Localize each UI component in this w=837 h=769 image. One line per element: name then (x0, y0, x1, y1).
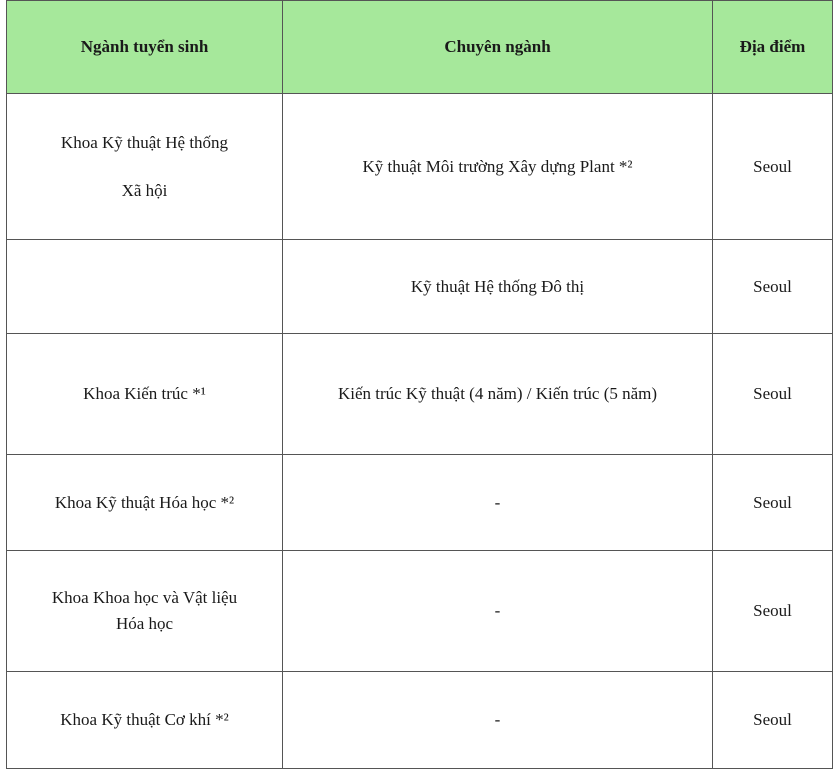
header-specialization: Chuyên ngành (283, 1, 713, 94)
admissions-table (6, 0, 833, 769)
specialization-cell: - (283, 672, 713, 769)
table-row (7, 334, 833, 455)
major-cell (7, 672, 283, 769)
major-text: Khoa Kỹ thuật Hệ thống (60, 132, 229, 152)
location-cell: Seoul (713, 455, 833, 551)
location-cell: Seoul (713, 672, 833, 769)
major-cell (7, 240, 283, 334)
major-text: Khoa Kỹ thuật Cơ khí *² (60, 710, 229, 729)
major-text: Hóa học (115, 614, 174, 633)
major-text: Khoa Khoa học và Vật liệu (51, 588, 238, 607)
header-major: Ngành tuyển sinh (7, 1, 283, 94)
specialization-cell: Kỹ thuật Hệ thống Đô thị (283, 240, 713, 334)
major-text: Khoa Kỹ thuật Hóa học *² (54, 492, 235, 512)
major-text: Khoa Kiến trúc *¹ (83, 384, 206, 403)
location-cell: Seoul (713, 94, 833, 240)
table-row (7, 240, 833, 334)
location-cell: Seoul (713, 551, 833, 672)
major-cell (7, 551, 283, 672)
specialization-cell: Kỹ thuật Môi trường Xây dựng Plant *² (283, 94, 713, 240)
location-cell: Seoul (713, 334, 833, 455)
table-row (7, 551, 833, 672)
major-text: Xã hội (121, 180, 168, 200)
header-location: Địa điểm (713, 1, 833, 94)
specialization-cell: - (283, 551, 713, 672)
table-row (7, 94, 833, 240)
specialization-cell: Kiến trúc Kỹ thuật (4 năm) / Kiến trúc (5 năm) (283, 334, 713, 455)
major-cell (7, 94, 283, 240)
major-cell (7, 334, 283, 455)
table-row (7, 455, 833, 551)
major-cell (7, 455, 283, 551)
location-cell: Seoul (713, 240, 833, 334)
header-row (7, 1, 833, 94)
table-row (7, 672, 833, 769)
specialization-cell: - (283, 455, 713, 551)
